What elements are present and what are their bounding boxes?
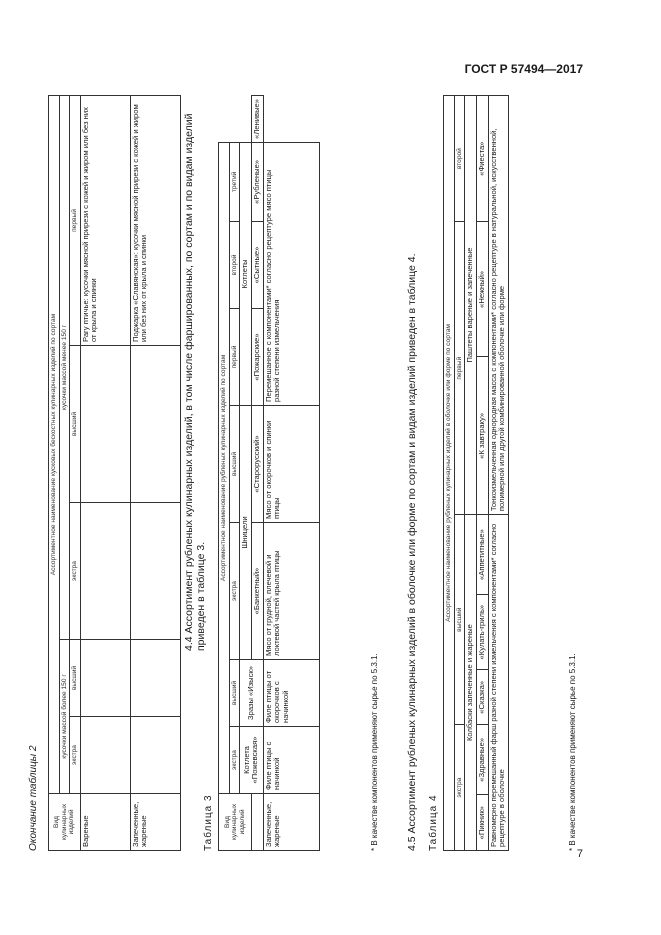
row-cell: Мясо от грудной, плечевой и локтевой частей крыла птицы	[263, 523, 319, 660]
kotlety-group: Котлеты	[240, 142, 252, 405]
table-2-continuation	[48, 95, 181, 851]
grade-cell: первый	[70, 96, 81, 346]
grade-cell: высший	[454, 515, 465, 725]
table2-continuation-title: Окончание таблицы 2	[28, 745, 39, 851]
grade-cell: экстра	[229, 727, 240, 794]
assortment-header: Ассортиментное наименование рубленых кулинарных изделий по сортам	[219, 142, 230, 793]
product-name: «Здравные»	[476, 725, 488, 795]
product-name: «Пикник»	[476, 795, 488, 851]
grade-cell: высший	[229, 406, 240, 523]
grade-cell: второй	[454, 96, 465, 222]
zrazy-name: Зразы «Изыск»	[240, 660, 263, 727]
table4-caption: Таблица 4	[428, 794, 439, 851]
grade-cell: третий	[229, 142, 240, 221]
page-number: 7	[576, 848, 583, 860]
shnitseli-group: Шницели	[240, 406, 252, 660]
row-view: Запеченные, жареные	[130, 794, 180, 851]
product-name: «К завтраку»	[476, 357, 488, 515]
document-header: ГОСТ Р 57494—2017	[464, 62, 583, 76]
row-cell: Мясо от окорочков и спинки птицы	[263, 406, 319, 523]
paragraph-4-5: 4.5 Ассортимент рубленых кулинарных изделий в оболочке или форме по сортам и видам изделий приведен в таблице 4.	[406, 253, 418, 851]
rotated-content	[28, 95, 581, 851]
lenivye-name: «Ленивые»	[251, 96, 263, 143]
table4-footnote: * В качестве компонентов применяют сырье по 5.3.1.	[568, 653, 577, 851]
row-first-grade: Поджарка «Славянская»: кусочки мясной прирези с кожей и жиром или без них от крыла и спинки	[130, 96, 180, 346]
banketny-name: «Банкетный»	[251, 523, 263, 660]
description-pates: Тонкоизмельченная однородная масса с компонентами* согласно рецептуре в натуральной, искусственной, полимерной или другой комбинированной оболочке или форме	[488, 96, 508, 515]
product-name: «Сказка»	[476, 670, 488, 725]
table3-caption: Таблица 3	[203, 794, 214, 851]
sytnye-name: «Сытные»	[251, 222, 263, 309]
paragraph-4-4: 4.4 Ассортимент рубленых кулинарных изделий, в том числе фаршированных, по сортам и по видам изделий приведен в таблице 3.	[183, 113, 207, 651]
group-sausages: Колбаски запеченные и жареные	[465, 515, 477, 851]
pozharskie-name: «Пожарские»	[251, 309, 263, 406]
table3-footnote: * В качестве компонентов применяют сырье по 5.3.1.	[370, 653, 379, 851]
kotleta-name: Котлета «Пожевская»	[240, 727, 263, 794]
product-name: «Кулать-гриль»	[476, 594, 488, 669]
assortment-header: Ассортиментное наименование рубленых кулинарных изделий в оболочке или форме по сортам	[444, 96, 455, 851]
grade-cell: экстра	[229, 523, 240, 660]
view-header: Вид кулинарных изделий	[49, 794, 81, 851]
grade-cell: второй	[229, 222, 240, 309]
row-view: Вареные	[80, 794, 130, 851]
grade-cell: первый	[229, 309, 240, 406]
grade-cell: экстра	[454, 725, 465, 851]
group-more-150: кусочки массой более 150 г	[59, 640, 70, 794]
starorussky-name: «Старорусский»	[251, 406, 263, 523]
row-cell: Филе птицы с начинкой	[263, 727, 319, 794]
group-less-150: кусочки массой менее 150 г	[59, 96, 70, 640]
row-cell: Перемешанное с компонентами* согласно рецептуре мясо птицы разной степени измельчения	[263, 142, 319, 405]
grade-cell: первый	[454, 222, 465, 515]
product-name: «Фиеста»	[476, 96, 488, 222]
product-name: «Аппетитные»	[476, 515, 488, 595]
grade-cell: высший	[229, 660, 240, 727]
description-sausages: Равномерно перемешанный фарш разной степени измельчения с компонентами* согласно рецептуре в оболочке	[488, 515, 508, 851]
assortment-header: Ассортиментное наименование кусковых бескостных кулинарных изделий по сортам	[49, 96, 60, 794]
group-pates: Паштеты вареные и запеченные	[465, 96, 477, 515]
view-header: Вид кулинарных изделий	[219, 794, 252, 851]
grade-cell: высший	[70, 640, 81, 717]
rublenye-name: «Рубленые»	[251, 142, 263, 221]
row-cell: Филе птицы от окорочков с начинкой	[263, 660, 319, 727]
grade-cell: экстра	[70, 503, 81, 640]
row-first-grade: Рагу птичье: кусочки мясной прирези с кожей и жиром или без них от крыла и спинки	[80, 96, 130, 346]
table-4	[443, 95, 509, 851]
product-name: «Нежный»	[476, 222, 488, 357]
table-3	[218, 95, 320, 851]
grade-cell: экстра	[70, 717, 81, 794]
grade-cell: высший	[70, 346, 81, 503]
row-view: Запеченные, жареные	[263, 794, 319, 851]
